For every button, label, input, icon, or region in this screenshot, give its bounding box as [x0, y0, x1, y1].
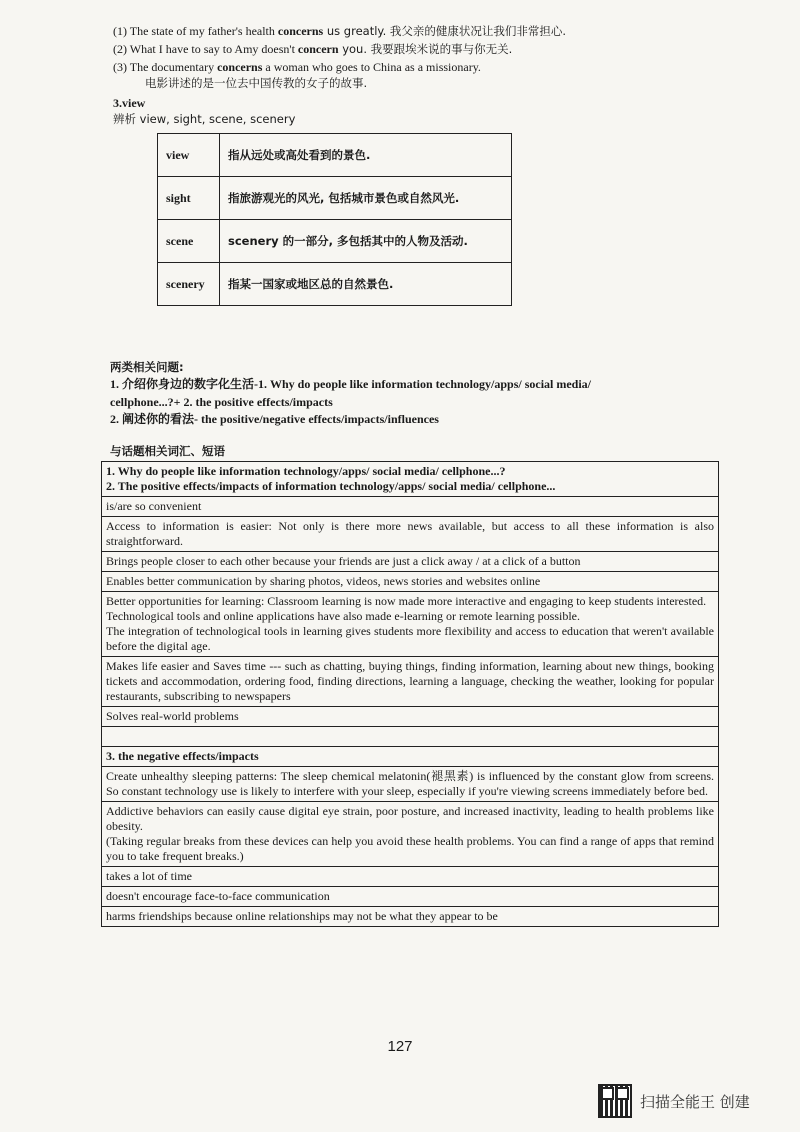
word-cell: sight	[158, 177, 220, 220]
questions-heading: 两类相关问题:	[110, 360, 184, 374]
table-row: Solves real-world problems	[102, 707, 718, 727]
vocab-heading: 与话题相关词汇、短语	[110, 444, 225, 458]
table-row: doesn't encourage face-to-face communication	[102, 887, 718, 907]
page-number: 127	[387, 1038, 413, 1055]
word-cell: view	[158, 134, 220, 177]
section-title: 3.view	[113, 96, 146, 110]
table-row: Makes life easier and Saves time --- such as chatting, buying things, finding information, learning about new things, booking tickets and accommodation, ordering food, finding directions, learning a language, checking the weather, looking for popular restaurants, subscribing to newspapers	[102, 657, 718, 707]
definition-cell: scenery 的一部分, 多包括其中的人物及活动.	[220, 220, 512, 263]
negative-effects-header: 3. the negative effects/impacts	[102, 747, 718, 767]
example-1: (1) The state of my father's health concerns us greatly. 我父亲的健康状况让我们非常担心.	[113, 24, 567, 38]
table-row: Create unhealthy sleeping patterns: The sleep chemical melatonin(褪黑素) is influenced by the constant glow from screens. So constant technology use is likely to interfere with your sleep, especially if you're viewing screens immediately before bed.	[102, 767, 718, 802]
empty-row	[102, 727, 718, 747]
definition-cell: 指某一国家或地区总的自然景色.	[220, 263, 512, 306]
word-cell: scenery	[158, 263, 220, 306]
table-header-row: 1. Why do people like information technology/apps/ social media/ cellphone...? 2. The positive effects/impacts of information technology/apps/ social media/ cellphone...	[102, 462, 718, 497]
table-row	[158, 134, 512, 177]
table-row: Enables better communication by sharing photos, videos, news stories and websites online	[102, 572, 718, 592]
question-1-line-2: cellphone...?+ 2. the positive effects/impacts	[110, 395, 333, 409]
scanner-label: 扫描全能王 创建	[640, 1092, 750, 1111]
example-3-translation: 电影讲述的是一位去中国传教的女子的故事.	[145, 76, 368, 90]
question-2: 2. 阐述你的看法- the positive/negative effects/impacts/influences	[110, 412, 439, 426]
table-row: is/are so convenient	[102, 497, 718, 517]
section-subtitle: 辨析 view, sight, scene, scenery	[113, 112, 296, 126]
scanner-watermark	[598, 1084, 750, 1118]
definition-cell: 指旅游观光的风光, 包括城市景色或自然风光.	[220, 177, 512, 220]
table-row: Access to information is easier: Not only is there more news available, but access to all these information is also straightforward.	[102, 517, 718, 552]
table-row	[158, 177, 512, 220]
example-3: (3) The documentary concerns a woman who goes to China as a missionary.	[113, 60, 481, 74]
word-cell: scene	[158, 220, 220, 263]
word-comparison-table	[157, 133, 512, 306]
table-row: Better opportunities for learning: Classroom learning is now made more interactive and engaging to keep students interested. Technological tools and online applications have also made e-learning or remote learning possible. The integration of technological tools in learning gives students more flexibility and access to education that weren't available before the digital age.	[102, 592, 718, 657]
question-1-line-1: 1. 介绍你身边的数字化生活-1. Why do people like information technology/apps/ social media/	[110, 377, 592, 391]
qr-code-icon	[598, 1084, 632, 1118]
example-2: (2) What I have to say to Amy doesn't concern you. 我要跟埃米说的事与你无关.	[113, 42, 513, 56]
table-row	[158, 220, 512, 263]
definition-cell: 指从远处或高处看到的景色.	[220, 134, 512, 177]
table-row: Addictive behaviors can easily cause digital eye strain, poor posture, and increased inactivity, leading to health problems like obesity. (Taking regular breaks from these devices can help you avoid these health problems. You can find a range of apps that remind you to take frequent breaks.)	[102, 802, 718, 867]
topic-phrases-table	[101, 461, 719, 927]
table-row	[158, 263, 512, 306]
table-row: harms friendships because online relationships may not be what they appear to be	[106, 909, 498, 923]
table-row: takes a lot of time	[102, 867, 718, 887]
table-row: Brings people closer to each other because your friends are just a click away / at a click of a button	[102, 552, 718, 572]
